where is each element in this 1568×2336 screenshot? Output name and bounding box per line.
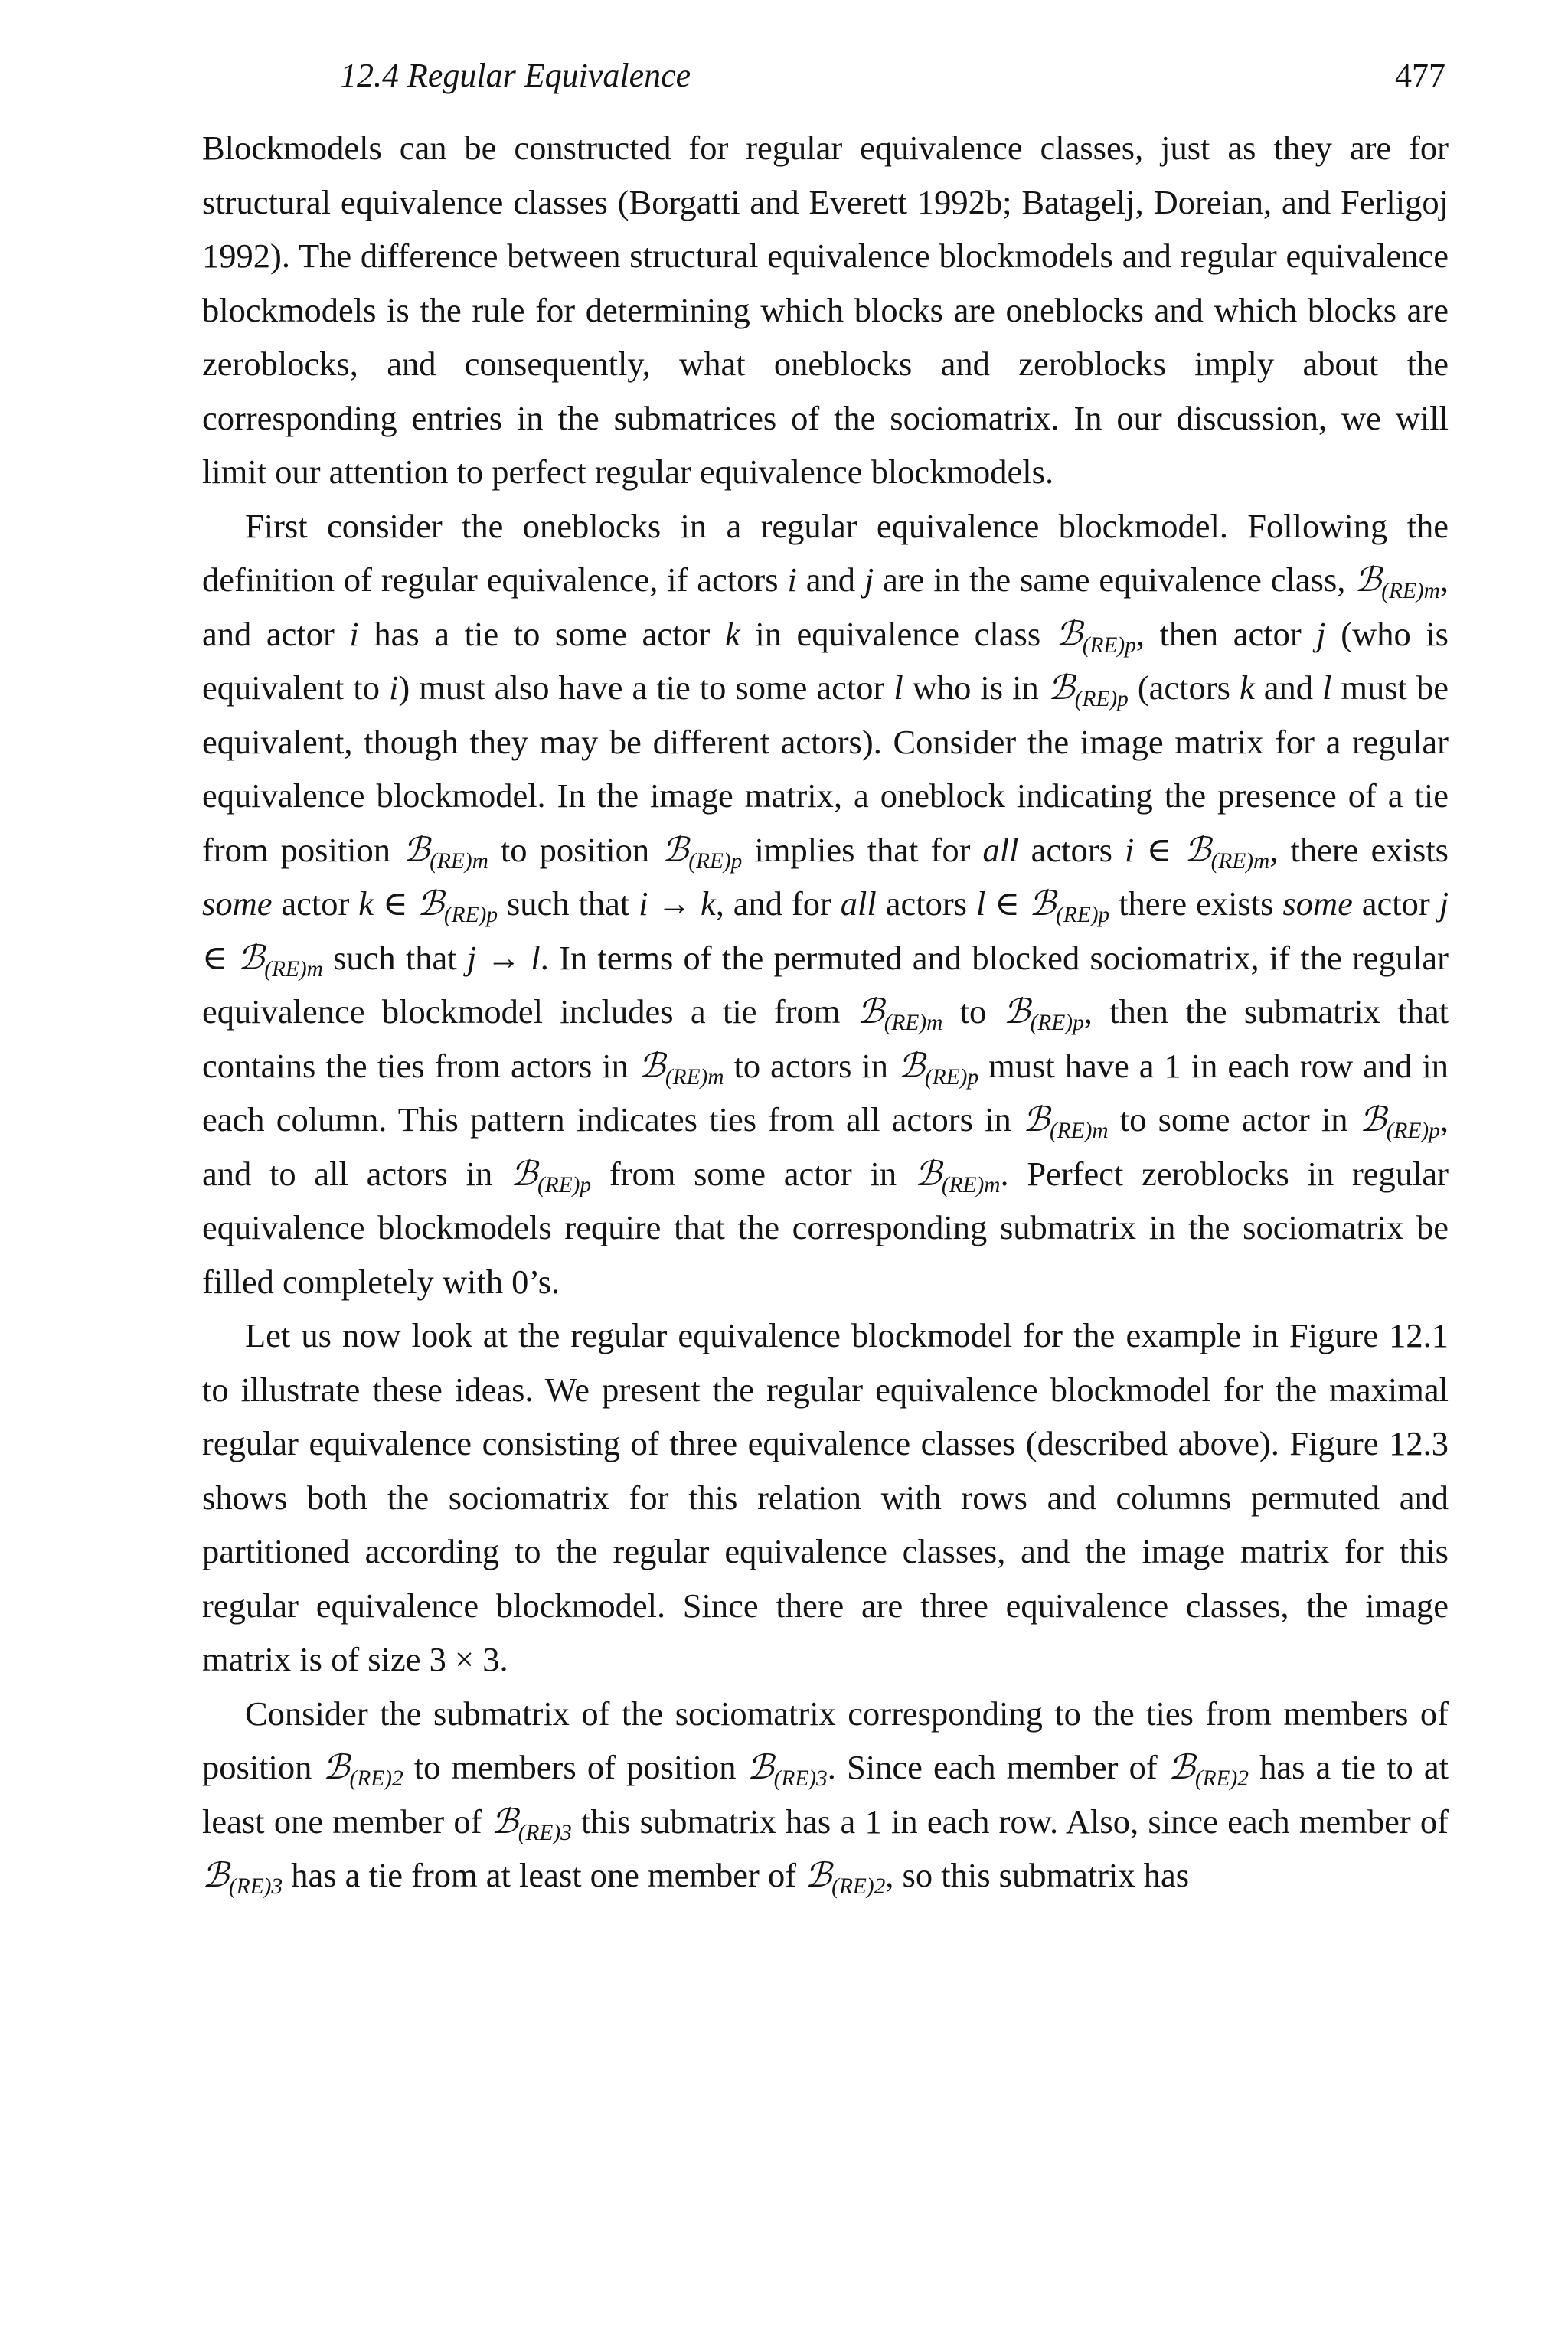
math-B-re2: ℬ$_{(RE)2}$ [805, 1856, 886, 1899]
element-of-symbol: ∈ [995, 884, 1021, 923]
text-run: and [1254, 668, 1323, 707]
text-run: (actors [1128, 668, 1240, 707]
text-run: actor [1352, 884, 1439, 923]
math-B-re3: ℬ$_{(RE)3}$ [491, 1802, 572, 1845]
var-i: i [1125, 830, 1135, 869]
text-run: , and actor [202, 560, 1449, 653]
var-l: l [1322, 668, 1332, 707]
body-text [202, 121, 1449, 1903]
text-run: to members of position [403, 1748, 747, 1786]
emphasis-some: some [1282, 884, 1353, 923]
text-run: . Perfect zeroblocks in regular equivalence blockmodels require that the corresponding submatrix in the sociomatrix be filled completely with 0’s. [202, 1154, 1449, 1301]
paragraph-text: Blockmodels can be constructed for regular equivalence classes, just as they are for structural equivalence classes (Borgatti and Everett 1992b; Batagelj, Doreian, and Ferligoj 1992). The difference between structural equivalence blockmodels and regular equivalence blockmodels is the rule for determining which blocks are oneblocks and which blocks are zeroblocks, and consequently, what oneblocks and zeroblocks imply about the corresponding entries in the submatrices of the sociomatrix. In our discussion, we will limit our attention to perfect regular equivalence blockmodels. [202, 129, 1449, 491]
math-B-rep: ℬ$_{(RE)p}$ [511, 1154, 592, 1197]
arrow-symbol: → [486, 938, 521, 977]
text-run: from some actor in [591, 1154, 915, 1193]
element-of-symbol: ∈ [383, 884, 408, 923]
text-run: , there exists [1269, 830, 1449, 869]
text-run: . Since each member of [827, 1748, 1168, 1786]
text-run: , then actor [1135, 614, 1317, 653]
var-j: j [1316, 614, 1326, 653]
text-run: this submatrix has a 1 in each row. Also, since each member of [571, 1802, 1449, 1841]
math-B-rem: ℬ$_{(RE)m}$ [914, 1154, 1001, 1197]
math-B-rem: ℬ$_{(RE)m}$ [857, 992, 943, 1035]
text-run: , and to all actors in [202, 1100, 1449, 1193]
text-run: must be equivalent, though they may be different actors). Consider the image matrix for a regular equivalence blockmodel. In the image matrix, a oneblock indicating the presence of a tie from position [202, 668, 1449, 869]
text-run: , then the submatrix that contains the ties from actors in [202, 992, 1449, 1085]
text-run: must have a 1 in each row and in each column. This pattern indicates ties from all actors in [202, 1046, 1449, 1139]
text-run: , and for [715, 884, 841, 923]
text-run: there exists [1109, 884, 1283, 923]
math-B-rep: ℬ$_{(RE)p}$ [898, 1046, 979, 1090]
math-B-re2: ℬ$_{(RE)2}$ [1168, 1748, 1249, 1791]
running-head [202, 49, 1446, 103]
text-run: and [796, 560, 864, 599]
text-run: to actors in [724, 1046, 899, 1085]
paragraph-oneblocks [202, 499, 1449, 1309]
math-B-rep: ℬ$_{(RE)p}$ [1359, 1100, 1440, 1143]
text-run: who is in [903, 668, 1048, 707]
var-k: k [724, 614, 740, 653]
math-B-rep: ℬ$_{(RE)p}$ [1047, 668, 1129, 711]
math-B-rep: ℬ$_{(RE)p}$ [1055, 614, 1136, 658]
var-l: l [531, 938, 541, 977]
paragraph-blockmodels [202, 121, 1449, 499]
var-l: l [975, 884, 986, 923]
paragraph-submatrix [202, 1687, 1449, 1903]
var-i: i [787, 560, 797, 599]
text-run: Consider the submatrix of the sociomatrix corresponding to the ties from members of position [202, 1694, 1449, 1786]
text-run: to some actor in [1108, 1100, 1360, 1139]
text-run: such that [322, 938, 467, 977]
var-j: j [1439, 884, 1449, 923]
text-run: to position [488, 830, 662, 869]
arrow-symbol: → [657, 884, 691, 923]
math-B-re3: ℬ$_{(RE)3}$ [746, 1748, 828, 1791]
math-B-rem: ℬ$_{(RE)m}$ [638, 1046, 724, 1090]
page-number: 477 [1395, 57, 1446, 94]
var-i: i [639, 884, 648, 923]
text-run: actor [272, 884, 359, 923]
var-i: i [349, 614, 359, 653]
var-l: l [893, 668, 903, 707]
text-run: First consider the oneblocks in a regular equivalence blockmodel. Following the definition of regular equivalence, if actors [202, 506, 1449, 599]
var-k: k [1239, 668, 1255, 707]
math-B-rem: ℬ$_{(RE)m}$ [1354, 560, 1440, 603]
var-k: k [358, 884, 374, 923]
math-B-rem: ℬ$_{(RE)m}$ [237, 938, 323, 982]
math-B-rem: ℬ$_{(RE)m}$ [403, 830, 488, 874]
var-j: j [864, 560, 874, 599]
text-run: has a tie to some actor [358, 614, 725, 653]
text-run: ) must also have a tie to some actor [398, 668, 894, 707]
math-B-rep: ℬ$_{(RE)p}$ [416, 884, 498, 927]
text-run: has a tie to at least one member of [202, 1748, 1449, 1841]
text-run: , so this submatrix has [885, 1856, 1190, 1894]
paragraph-text: Let us now look at the regular equivalence blockmodel for the example in Figure 12.1 to illustrate these ideas. We present the regular equivalence blockmodel for the maximal regular equivalence consisting of three equivalence classes (described above). Figure 12.3 shows both the sociomatrix for this relation with rows and columns permuted and partitioned according to the regular equivalence classes, and the image matrix for this regular equivalence blockmodel. Since there are three equivalence classes, the image matrix is of size 3 × 3. [202, 1316, 1449, 1678]
text-run: are in the same equivalence class, [874, 560, 1355, 599]
var-j: j [466, 938, 477, 977]
text-run: has a tie from at least one member of [283, 1856, 805, 1894]
math-B-rep: ℬ$_{(RE)p}$ [1003, 992, 1084, 1035]
math-B-rem: ℬ$_{(RE)m}$ [1022, 1100, 1109, 1143]
text-run: (who is equivalent to [202, 614, 1449, 707]
math-B-rem: ℬ$_{(RE)m}$ [1184, 830, 1270, 874]
math-B-rep: ℬ$_{(RE)p}$ [1029, 884, 1110, 927]
text-run: such that [498, 884, 639, 923]
math-B-rep: ℬ$_{(RE)p}$ [662, 830, 743, 874]
text-run: actors [876, 884, 976, 923]
emphasis-all: all [840, 884, 877, 923]
text-run: implies that for [742, 830, 983, 869]
text-run: to [942, 992, 1004, 1031]
running-title: 12.4 Regular Equivalence [340, 57, 691, 94]
element-of-symbol: ∈ [1146, 830, 1172, 869]
emphasis-all: all [982, 830, 1019, 869]
text-run: . In terms of the permuted and blocked sociomatrix, if the regular equivalence blockmodel includes a tie from [202, 938, 1449, 1031]
var-k: k [700, 884, 716, 923]
math-B-re3: ℬ$_{(RE)3}$ [202, 1856, 283, 1899]
element-of-symbol: ∈ [202, 938, 227, 977]
emphasis-some: some [202, 884, 273, 923]
text-run: actors [1018, 830, 1125, 869]
math-B-re2: ℬ$_{(RE)2}$ [322, 1748, 403, 1791]
paragraph-example [202, 1308, 1449, 1687]
text-run: in equivalence class [740, 614, 1056, 653]
var-i: i [389, 668, 399, 707]
